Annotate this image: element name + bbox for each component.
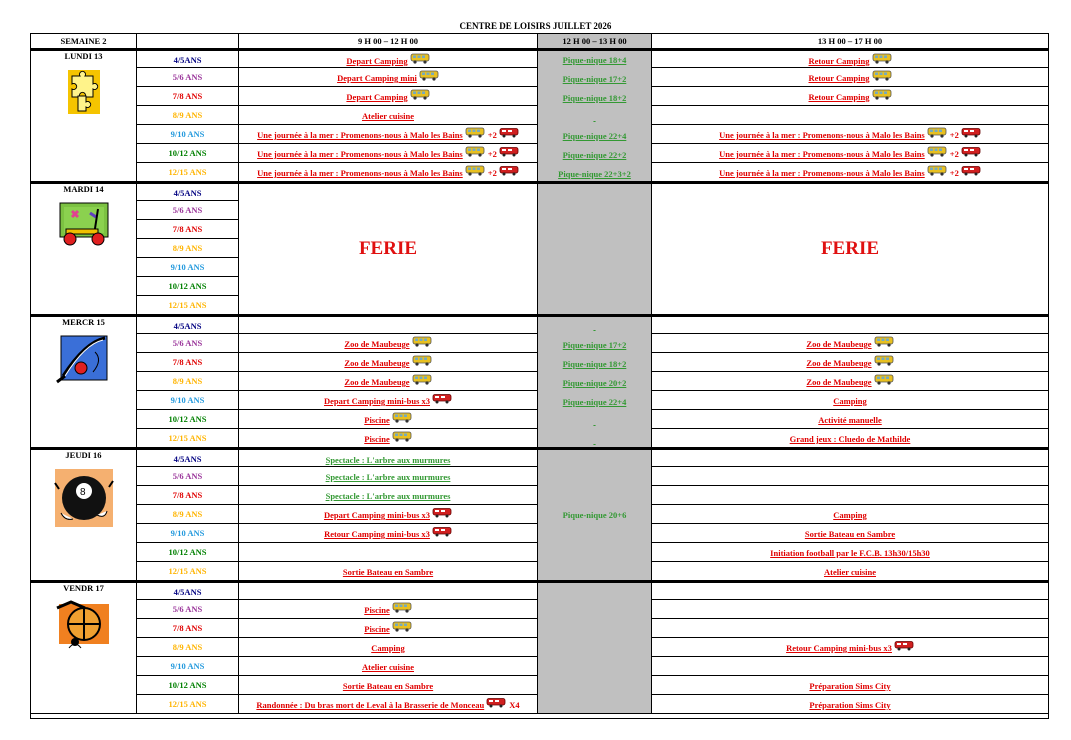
activity-text: Une journée à la mer : Promenons-nous à Malo les Bains <box>719 168 925 179</box>
activity-extra: +2 <box>487 168 497 179</box>
bus-icon <box>392 620 412 638</box>
activity-text: Sortie Bateau en Sambre <box>342 681 434 692</box>
age-group: 7/8 ANS <box>137 87 239 106</box>
svg-text:8: 8 <box>79 487 86 498</box>
afternoon-activity <box>652 638 1048 657</box>
afternoon-activity <box>652 353 1048 372</box>
afternoon-activity <box>652 619 1048 638</box>
age-group: 5/6 ANS <box>137 68 239 87</box>
morning-activity <box>239 695 538 714</box>
activity-extra: +2 <box>487 130 497 141</box>
day-cell <box>31 182 137 315</box>
lunch-text: Pique-nique 20+6 <box>562 509 627 520</box>
activity-text: Depart Camping <box>346 92 408 103</box>
age-group: 9/10 ANS <box>137 657 239 676</box>
bus-icon <box>874 335 894 353</box>
day-cell <box>31 448 137 581</box>
morning-activity <box>239 505 538 524</box>
lunch-text: Pique-nique 22+4 <box>562 131 627 141</box>
bus-icon <box>874 354 894 372</box>
activity-text: Une journée à la mer : Promenons-nous à Malo les Bains <box>257 149 463 160</box>
bus-icon <box>412 373 432 391</box>
fishing-clipart <box>31 332 136 393</box>
morning-activity <box>239 334 538 353</box>
bus-icon <box>872 52 892 68</box>
minibus-icon <box>961 145 981 163</box>
age-group: 10/12 ANS <box>137 410 239 429</box>
eightball-clipart <box>31 465 136 536</box>
lunch-text: Pique-nique 22+2 <box>562 150 627 160</box>
morning-activity <box>239 429 538 448</box>
morning-activity <box>239 581 538 600</box>
afternoon-activity <box>652 334 1048 353</box>
bus-icon <box>412 354 432 372</box>
lunch-block <box>538 182 652 315</box>
lunch-text: Pique-nique 17+2 <box>562 74 627 84</box>
activity-text: Depart Camping mini-bus x3 <box>323 396 431 407</box>
age-group: 12/15 ANS <box>137 562 239 581</box>
afternoon-activity <box>652 581 1048 600</box>
header-age <box>137 33 239 49</box>
activity-text: Zoo de Maubeuge <box>806 339 872 350</box>
morning-activity <box>239 543 538 562</box>
morning-activity <box>239 106 538 125</box>
age-group: 12/15 ANS <box>137 163 239 182</box>
activity-text: Piscine <box>364 605 390 616</box>
age-group: 8/9 ANS <box>137 372 239 391</box>
age-group: 9/10 ANS <box>137 125 239 144</box>
lunch-block <box>538 581 652 714</box>
age-group: 8/9 ANS <box>137 239 239 258</box>
activity-text: Depart Camping <box>346 56 408 67</box>
activity-text: Spectacle : L'arbre aux murmures <box>325 491 451 502</box>
activity-text: Retour Camping <box>808 56 870 67</box>
activity-text: Zoo de Maubeuge <box>806 358 872 369</box>
afternoon-activity <box>652 68 1048 87</box>
morning-activity <box>239 144 538 163</box>
age-group: 8/9 ANS <box>137 106 239 125</box>
morning-activity <box>239 391 538 410</box>
age-group: 9/10 ANS <box>137 391 239 410</box>
minibus-icon <box>486 696 506 714</box>
activity-text: Camping <box>833 510 867 521</box>
age-group: 4/5ANS <box>137 49 239 68</box>
bus-icon <box>392 430 412 448</box>
bus-icon <box>412 335 432 353</box>
age-group: 5/6 ANS <box>137 334 239 353</box>
activity-text: Depart Camping mini-bus x3 <box>323 510 431 521</box>
activity-text: Piscine <box>364 415 390 426</box>
afternoon-activity <box>652 676 1048 695</box>
bus-icon <box>927 145 947 163</box>
activity-text: Sortie Bateau en Sambre <box>804 529 896 540</box>
afternoon-activity <box>652 467 1048 486</box>
age-group: 10/12 ANS <box>137 277 239 296</box>
minibus-icon <box>499 164 519 182</box>
age-group: 4/5ANS <box>137 182 239 201</box>
afternoon-activity <box>652 372 1048 391</box>
age-group: 10/12 ANS <box>137 543 239 562</box>
age-group: 7/8 ANS <box>137 486 239 505</box>
morning-activity <box>239 486 538 505</box>
ferie-label: FERIE <box>358 238 418 259</box>
minibus-icon <box>432 525 452 543</box>
afternoon-activity <box>652 543 1048 562</box>
lunch-block <box>538 315 652 448</box>
activity-text: Une journée à la mer : Promenons-nous à Malo les Bains <box>257 168 463 179</box>
header-morning: 9 H 00 – 12 H 00 <box>239 33 538 49</box>
age-group: 8/9 ANS <box>137 505 239 524</box>
bus-icon <box>465 164 485 182</box>
minibus-icon <box>432 506 452 524</box>
age-group: 5/6 ANS <box>137 467 239 486</box>
scooter-clipart <box>31 199 136 254</box>
afternoon-activity <box>652 87 1048 106</box>
activity-text: Spectacle : L'arbre aux murmures <box>325 455 451 466</box>
lunch-text <box>538 412 651 431</box>
age-group: 7/8 ANS <box>137 353 239 372</box>
minibus-icon <box>961 164 981 182</box>
activity-text: Zoo de Maubeuge <box>344 339 410 350</box>
morning-activity <box>239 125 538 144</box>
afternoon-activity <box>652 695 1048 714</box>
afternoon-activity <box>652 524 1048 543</box>
activity-text: Camping <box>371 643 405 654</box>
afternoon-activity <box>652 391 1048 410</box>
day-name: MARDI 14 <box>63 184 104 194</box>
bus-icon <box>392 411 412 429</box>
minibus-icon <box>499 126 519 144</box>
lunch-text: Pique-nique 20+2 <box>562 378 627 388</box>
afternoon-activity <box>652 429 1048 448</box>
lunch-text: Pique-nique 18+2 <box>562 93 627 103</box>
age-group: 4/5ANS <box>137 315 239 334</box>
age-group: 7/8 ANS <box>137 619 239 638</box>
morning-activity <box>239 467 538 486</box>
age-group: 4/5ANS <box>137 448 239 467</box>
bus-icon <box>419 69 439 87</box>
activity-text: Zoo de Maubeuge <box>344 358 410 369</box>
activity-text: Retour Camping <box>808 73 870 84</box>
header-week: SEMAINE 2 <box>31 33 137 49</box>
morning-activity <box>239 163 538 182</box>
activity-text: Activité manuelle <box>818 415 882 426</box>
afternoon-activity <box>652 315 1048 334</box>
afternoon-activity <box>652 144 1048 163</box>
afternoon-activity <box>652 448 1048 467</box>
minibus-icon <box>499 145 519 163</box>
activity-text: Randonnée : Du bras mort de Leval à la Brasserie de Monceau <box>256 700 485 711</box>
activity-extra: +2 <box>949 149 959 160</box>
activity-text: Spectacle : L'arbre aux murmures <box>325 472 451 483</box>
lunch-text <box>538 317 651 336</box>
afternoon-activity <box>652 163 1048 182</box>
day-name: VENDR 17 <box>63 583 104 593</box>
activity-text: Sortie Bateau en Sambre <box>342 567 434 578</box>
afternoon-activity <box>652 562 1048 581</box>
age-group: 9/10 ANS <box>137 258 239 277</box>
age-group: 12/15 ANS <box>137 296 239 315</box>
activity-text: Une journée à la mer : Promenons-nous à Malo les Bains <box>719 149 925 160</box>
morning-activity <box>239 87 538 106</box>
activity-text: Zoo de Maubeuge <box>806 377 872 388</box>
day-cell <box>31 49 137 182</box>
morning-activity <box>239 353 538 372</box>
bus-icon <box>465 145 485 163</box>
age-group: 7/8 ANS <box>137 220 239 239</box>
afternoon-activity <box>652 657 1048 676</box>
bus-icon <box>392 601 412 619</box>
age-group: 10/12 ANS <box>137 676 239 695</box>
activity-text: Atelier cuisine <box>361 662 414 673</box>
lunch-text: Pique-nique 22+3+2 <box>558 169 631 179</box>
bus-icon <box>927 126 947 144</box>
activity-text: Atelier cuisine <box>361 111 414 122</box>
page-title: CENTRE DE LOISIRS JUILLET 2026 <box>459 21 612 31</box>
lunch-block <box>538 448 652 581</box>
activity-text: Retour Camping mini-bus x3 <box>324 529 430 540</box>
minibus-icon <box>961 126 981 144</box>
activity-text: Préparation Sims City <box>809 681 891 692</box>
activity-text: Depart Camping mini <box>337 73 417 84</box>
bus-icon <box>874 373 894 391</box>
activity-text: Une journée à la mer : Promenons-nous à Malo les Bains <box>719 130 925 141</box>
activity-text: Initiation football par le F.C.B. 13h30/15h30 <box>770 548 930 559</box>
activity-extra: +2 <box>949 168 959 179</box>
day-name: MERCR 15 <box>62 317 105 327</box>
bus-icon <box>927 164 947 182</box>
lunch-block <box>538 49 652 182</box>
ferie-afternoon <box>652 182 1048 315</box>
ferie-morning <box>239 182 538 315</box>
afternoon-activity <box>652 410 1048 429</box>
morning-activity <box>239 448 538 467</box>
activity-text: Préparation Sims City <box>809 700 891 711</box>
activity-text: Atelier cuisine <box>823 567 876 578</box>
afternoon-activity <box>652 600 1048 619</box>
afternoon-activity <box>652 49 1048 68</box>
morning-activity <box>239 657 538 676</box>
afternoon-activity <box>652 505 1048 524</box>
age-group: 5/6 ANS <box>137 201 239 220</box>
lunch-text <box>538 108 651 127</box>
bus-icon <box>872 69 892 87</box>
age-group: 12/15 ANS <box>137 695 239 714</box>
activity-text: Camping <box>833 396 867 407</box>
morning-activity <box>239 524 538 543</box>
minibus-icon <box>894 639 914 657</box>
day-name: LUNDI 13 <box>64 51 103 61</box>
afternoon-activity <box>652 106 1048 125</box>
morning-activity <box>239 600 538 619</box>
age-group: 4/5ANS <box>137 581 239 600</box>
day-name: JEUDI 16 <box>65 450 102 460</box>
activity-text: Retour Camping mini-bus x3 <box>786 643 892 654</box>
morning-activity <box>239 562 538 581</box>
age-group: 9/10 ANS <box>137 524 239 543</box>
header-lunch: 12 H 00 – 13 H 00 <box>538 33 652 49</box>
morning-activity <box>239 68 538 87</box>
activity-extra: X4 <box>509 700 520 711</box>
activity-text: Une journée à la mer : Promenons-nous à Malo les Bains <box>257 130 463 141</box>
morning-activity <box>239 638 538 657</box>
lunch-text: Pique-nique 18+2 <box>562 359 627 369</box>
age-group: 10/12 ANS <box>137 144 239 163</box>
schedule-table <box>30 33 1049 719</box>
age-group: 5/6 ANS <box>137 600 239 619</box>
puzzle-clipart <box>31 66 136 123</box>
morning-activity <box>239 372 538 391</box>
lunch-text: Pique-nique 17+2 <box>562 340 627 350</box>
lunch-text: Pique-nique 22+4 <box>562 397 627 407</box>
ferie-label: FERIE <box>820 238 880 259</box>
bus-icon <box>410 88 430 106</box>
morning-activity <box>239 410 538 429</box>
bus-icon <box>465 126 485 144</box>
basketball-clipart <box>31 598 136 657</box>
morning-activity <box>239 676 538 695</box>
morning-activity <box>239 619 538 638</box>
activity-extra: +2 <box>949 130 959 141</box>
bus-icon <box>872 88 892 106</box>
afternoon-activity <box>652 125 1048 144</box>
activity-text: Grand jeux : Cluedo de Mathilde <box>789 434 911 445</box>
activity-text: Piscine <box>364 624 390 635</box>
activity-text: Piscine <box>364 434 390 445</box>
age-group: 12/15 ANS <box>137 429 239 448</box>
morning-activity <box>239 315 538 334</box>
header-afternoon: 13 H 00 – 17 H 00 <box>652 33 1048 49</box>
afternoon-activity <box>652 486 1048 505</box>
age-group: 8/9 ANS <box>137 638 239 657</box>
lunch-text: Pique-nique 18+4 <box>562 55 627 65</box>
morning-activity <box>239 49 538 68</box>
activity-text: Zoo de Maubeuge <box>344 377 410 388</box>
activity-extra: +2 <box>487 149 497 160</box>
day-cell <box>31 581 137 714</box>
day-cell <box>31 315 137 448</box>
bus-icon <box>410 52 430 68</box>
activity-text: Retour Camping <box>808 92 870 103</box>
minibus-icon <box>432 392 452 410</box>
